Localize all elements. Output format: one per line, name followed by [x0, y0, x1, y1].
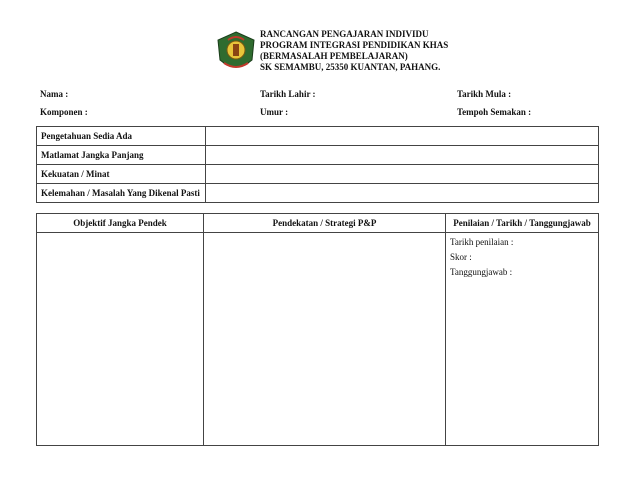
komponen-label: Komponen :	[40, 107, 88, 117]
profile-label: Pengetahuan Sedia Ada	[37, 127, 206, 146]
column-header: Penilaian / Tarikh / Tanggungjawab	[446, 214, 599, 233]
header-line-2: PROGRAM INTEGRASI PENDIDIKAN KHAS	[260, 40, 449, 50]
profile-field[interactable]	[206, 184, 599, 203]
score-label: Skor :	[450, 252, 472, 262]
profile-field[interactable]	[206, 127, 599, 146]
header-line-3: (BERMASALAH PEMBELAJARAN)	[260, 51, 408, 61]
school-crest-icon	[216, 30, 256, 74]
table-header-row	[37, 214, 599, 233]
profile-label: Kekuatan / Minat	[37, 165, 206, 184]
profile-label: Matlamat Jangka Panjang	[37, 146, 206, 165]
header-title	[260, 29, 448, 73]
assessment-date-label: Tarikh penilaian :	[450, 237, 514, 247]
tarikh-mula-label: Tarikh Mula :	[457, 89, 512, 99]
tarikh-lahir-label: Tarikh Lahir :	[260, 89, 316, 99]
table-row	[37, 127, 599, 146]
column-header: Pendekatan / Strategi P&P	[204, 214, 446, 233]
header-line-4: SK SEMAMBU, 25350 KUANTAN, PAHANG.	[260, 62, 441, 72]
assessment-cell[interactable]	[446, 233, 599, 446]
table-row	[37, 165, 599, 184]
table-row	[37, 146, 599, 165]
profile-field[interactable]	[206, 146, 599, 165]
profile-table	[36, 126, 599, 203]
objective-cell[interactable]	[37, 233, 204, 446]
header-line-1: RANCANGAN PENGAJARAN INDIVIDU	[260, 29, 429, 39]
tempoh-semakan-label: Tempoh Semakan :	[457, 107, 532, 117]
document-header	[216, 28, 476, 78]
table-row	[37, 184, 599, 203]
plan-table	[36, 213, 599, 446]
table-row	[37, 233, 599, 446]
strategy-cell[interactable]	[204, 233, 446, 446]
umur-label: Umur :	[260, 107, 289, 117]
column-header: Objektif Jangka Pendek	[37, 214, 204, 233]
nama-label: Nama :	[40, 89, 69, 99]
profile-label: Kelemahan / Masalah Yang Dikenal Pasti	[37, 184, 206, 203]
profile-field[interactable]	[206, 165, 599, 184]
responsibility-label: Tanggungjawab :	[450, 267, 513, 277]
